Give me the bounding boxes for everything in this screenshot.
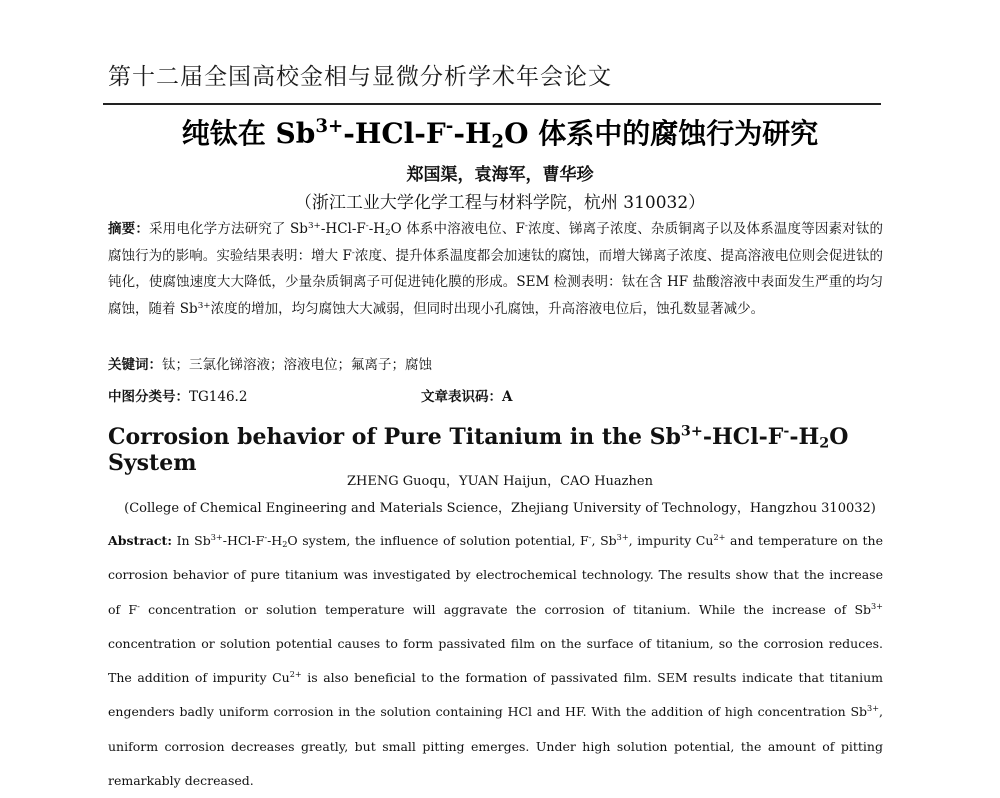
chinese-keywords xyxy=(108,353,883,373)
cn-abstract-sup: 3+ xyxy=(197,300,211,311)
en-abstract-sup: 2+ xyxy=(289,669,302,680)
cn-title-sub: 2 xyxy=(491,131,505,153)
cn-abstract-text: O 体系中溶液电位、F xyxy=(390,221,525,237)
cn-keywords-label: 关键词： xyxy=(108,357,162,373)
english-abstract xyxy=(108,524,883,798)
cn-title-part: O 体系中的腐蚀行为研究 xyxy=(504,117,819,150)
cn-abstract-text: -HCl-F xyxy=(320,221,366,237)
cn-title-part: -HCl-F xyxy=(343,117,446,150)
en-title-sup: 3+ xyxy=(680,423,703,440)
en-abstract-sup: 3+ xyxy=(210,532,223,543)
english-affiliation: (College of Chemical Engineering and Materials Science，Zhejiang University of Technology，Hangzhou 310032) xyxy=(124,501,876,516)
doc-value: A xyxy=(502,389,513,405)
cn-title-sup: 3+ xyxy=(315,116,344,138)
cn-abstract-sup: - xyxy=(524,220,528,231)
cn-abstract-text: 采用电化学方法研究了 Sb xyxy=(148,221,308,237)
chinese-title xyxy=(0,112,1000,152)
cn-abstract-sup: - xyxy=(365,220,369,231)
en-abstract-text: , impurity Cu xyxy=(628,533,714,548)
chinese-affiliation: （浙江工业大学化学工程与材料学院，杭州 310032） xyxy=(294,193,706,213)
chinese-abstract xyxy=(108,216,883,322)
en-abstract-sup: - xyxy=(588,532,592,543)
document-code xyxy=(421,385,512,405)
en-abstract-text: is also beneficial to the formation of passivated film. SEM results indicate that titanium engenders badly uniform corrosion in the solution containing HCl and HF. With the addition of high concentration Sb xyxy=(108,670,883,720)
english-title xyxy=(108,424,898,476)
conference-header: 第十二届全国高校金相与显微分析学术年会论文 xyxy=(108,64,612,90)
en-title-sup: - xyxy=(783,423,790,440)
en-abstract-label: Abstract: xyxy=(108,533,172,548)
cn-abstract-label: 摘要： xyxy=(108,221,149,237)
english-authors: ZHENG Guoqu，YUAN Haijun，CAO Huazhen xyxy=(347,474,653,489)
cn-abstract-text: 浓度、提升体系温度都会加速钛的腐蚀，而增大锑离子浓度、提高溶液电位则会促进钛的钝化，使腐蚀速度大大降低，少量杂质铜离子可促进钝化膜的形成。SEM 检测表明：钛在含 HF 盐酸溶液中表面发生严重的均匀腐蚀，随着 Sb xyxy=(108,247,883,317)
cn-title-part: -H xyxy=(453,117,492,150)
en-title-part: -HCl-F xyxy=(702,424,784,450)
cn-abstract-text: -H xyxy=(368,221,386,237)
en-abstract-sup: 3+ xyxy=(867,703,880,714)
cn-title-part: 纯钛在 Sb xyxy=(181,117,316,150)
en-title-sub: 2 xyxy=(819,435,830,452)
en-abstract-text: In Sb xyxy=(171,533,211,548)
header-rule xyxy=(103,103,881,105)
class-value: TG146.2 xyxy=(189,389,248,405)
en-abstract-text: -HCl-F xyxy=(222,533,265,548)
en-abstract-text: concentration or solution temperature will aggravate the corrosion of titanium. While the increase of Sb xyxy=(139,601,872,617)
cn-abstract-sub: 2 xyxy=(385,228,391,239)
en-abstract-sup: 3+ xyxy=(616,532,629,543)
cn-abstract-sup: - xyxy=(351,247,355,258)
doc-label: 文章表识码： xyxy=(421,389,502,405)
cn-abstract-sup: 3+ xyxy=(307,220,321,231)
en-title-part: Corrosion behavior of Pure Titanium in the Sb xyxy=(108,424,681,450)
cn-abstract-text: 浓度的增加，均匀腐蚀大大减弱，但同时出现小孔腐蚀，升高溶液电位后，蚀孔数显著减少。 xyxy=(210,300,765,317)
en-abstract-sub: 2 xyxy=(282,539,288,550)
en-abstract-sup: - xyxy=(264,532,268,543)
en-abstract-text: O system, the influence of solution potential, F xyxy=(287,533,589,548)
en-title-part: -H xyxy=(789,424,820,450)
en-abstract-text: , Sb xyxy=(591,533,617,548)
en-abstract-text: -H xyxy=(267,533,283,548)
cn-keywords-text: 钛；三氯化锑溶液；溶液电位；氟离子；腐蚀 xyxy=(162,357,432,373)
en-abstract-sup: 2+ xyxy=(713,532,726,543)
cn-title-sup: - xyxy=(445,116,454,138)
en-abstract-text: , uniform corrosion decreases greatly, but small pitting emerges. Under high solution potential, the amount of pitting remarkably decreased. xyxy=(108,704,883,789)
class-label: 中图分类号： xyxy=(108,389,189,405)
en-abstract-text: concentration or solution potential causes to form passivated film on the surface of titanium, so the corrosion reduces. The addition of impurity Cu xyxy=(108,635,883,686)
chinese-authors: 郑国渠，袁海军，曹华珍 xyxy=(406,165,594,185)
en-title-part: O System xyxy=(108,424,849,476)
en-abstract-sup: 3+ xyxy=(871,600,883,611)
en-abstract-sup: - xyxy=(137,600,140,611)
class-number xyxy=(108,389,247,405)
classification-line xyxy=(108,385,883,405)
cn-abstract-text: 浓度、锑离子浓度、杂质铜离子以及体系温度等因素对钛的腐蚀行为的影响。实验结果表明：增大 F xyxy=(108,221,884,264)
en-abstract-text: and temperature on the corrosion behavior of pure titanium was investigated by electrochemical technology. The results show that the increase of F xyxy=(108,533,884,617)
